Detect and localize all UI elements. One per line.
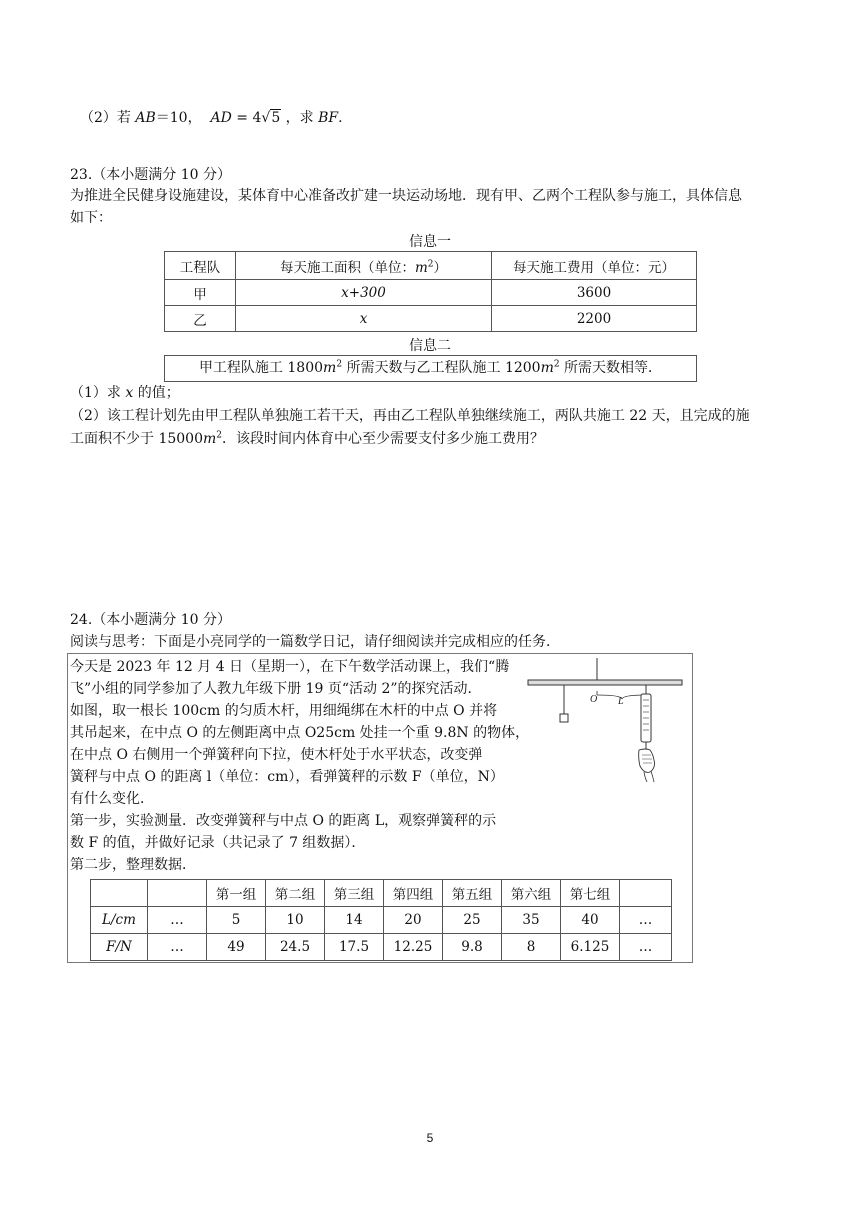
info2-unit: m	[323, 360, 337, 376]
team-cell: 甲	[165, 280, 236, 306]
header-area-close: ）	[433, 259, 448, 276]
table-row	[165, 306, 697, 332]
diary-line: 有什么变化．	[70, 791, 154, 807]
data-cell: 10	[266, 907, 325, 934]
diary-line: 飞”小组的同学参加了人教九年级下册 19 页“活动 2”的探究活动．	[70, 681, 482, 697]
part2-unit: m	[203, 431, 217, 447]
part2-exp: 2	[216, 430, 223, 441]
group-cell: 第六组	[502, 880, 561, 907]
table-row	[165, 280, 697, 306]
q22-part2	[80, 108, 343, 128]
data-cell: 14	[325, 907, 384, 934]
row-label-l: L/cm	[91, 907, 148, 934]
q23-part2-line2	[70, 429, 544, 449]
q24-header: 24.（本小题满分 10 分）	[70, 612, 231, 628]
data-cell: 8	[502, 934, 561, 961]
q22-eq: = 4	[231, 110, 262, 126]
header-area-text: 每天施工面积（单位：	[279, 259, 415, 276]
diary-line: 如图，取一根长 100cm 的匀质木杆，用细绳绑在木杆的中点 O 并将	[70, 703, 498, 719]
table-row	[91, 907, 672, 934]
part2-text-b: ．该段时间内体育中心至少需要支付多少施工费用？	[222, 431, 545, 447]
lever-figure	[526, 658, 690, 783]
header-area-unit: m	[414, 259, 428, 276]
q23-intro-line1: 为推进全民健身设施建设，某体育中心准备改扩建一块运动场地．现有甲、乙两个工程队参与施工，具体信息	[70, 188, 742, 204]
data-cell: …	[148, 907, 207, 934]
info2-exp-2: 2	[553, 359, 560, 370]
label-l: L	[618, 696, 624, 707]
data-cell: …	[620, 907, 672, 934]
info1-header-cost: 每天施工费用（单位：元）	[492, 252, 697, 280]
info2-box	[164, 355, 697, 382]
info1-title: 信息一	[409, 234, 451, 250]
data-cell: 5	[207, 907, 266, 934]
group-cell: 第二组	[266, 880, 325, 907]
data-cell: 9.8	[443, 934, 502, 961]
info1-header-team: 工程队	[165, 252, 236, 280]
diary-line: 今天是 2023 年 12 月 4 日（星期一），在下午数学活动课上，我们“腾	[70, 659, 510, 675]
group-cell	[620, 880, 672, 907]
info2-exp: 2	[336, 359, 343, 370]
diary-line: 簧秤与中点 O 的距离 l（单位：cm），看弹簧秤的示数 F（单位，N）	[70, 769, 504, 785]
row-label-f: F/N	[91, 934, 148, 961]
group-cell: 第一组	[207, 880, 266, 907]
table-row	[91, 934, 672, 961]
page-number: 5	[426, 1131, 434, 1145]
data-cell: 12.25	[384, 934, 443, 961]
q23-header: 23.（本小题满分 10 分）	[70, 167, 231, 183]
diary-line: 其吊起来，在中点 O 的左侧距离中点 O25cm 处挂一个重 9.8N 的物体，	[70, 725, 530, 741]
info1-header-area	[236, 252, 492, 280]
sqrt-symbol: √5	[261, 110, 281, 126]
data-cell: 17.5	[325, 934, 384, 961]
data-cell: 24.5	[266, 934, 325, 961]
data-cell: 40	[561, 907, 620, 934]
info2-text-c: 所需天数相等．	[559, 360, 663, 376]
q22-end: .	[338, 110, 343, 126]
q22-eq10: ＝10，	[155, 110, 202, 126]
q22-ab: AB	[135, 110, 156, 126]
group-cell: 第四组	[384, 880, 443, 907]
q22-text: （2）若	[80, 110, 136, 126]
cost-cell: 2200	[492, 306, 697, 332]
q22-bf: BF	[318, 110, 339, 126]
table-row	[91, 880, 672, 907]
cost-cell: 3600	[492, 280, 697, 306]
data-cell: 6.125	[561, 934, 620, 961]
info2-text-a: 甲工程队施工 1800	[198, 360, 324, 376]
area-cell: x	[236, 306, 492, 332]
group-cell	[91, 880, 148, 907]
lever-data-table	[90, 879, 672, 961]
info1-header-row	[165, 252, 697, 280]
diary-line: 第一步，实验测量．改变弹簧秤与中点 O 的距离 L，观察弹簧秤的示	[70, 813, 497, 829]
info2-text-b: 所需天数与乙工程队施工 1200	[342, 360, 541, 376]
part1-text-b: 的值；	[133, 385, 180, 401]
part2-text-a: 工面积不少于 15000	[70, 431, 203, 447]
diary-line: 在中点 O 右侧用一个弹簧秤向下拉，使木杆处于水平状态，改变弹	[70, 747, 483, 763]
data-cell: 35	[502, 907, 561, 934]
part1-text-a: （1）求	[70, 385, 126, 401]
q23-intro-line2: 如下：	[70, 210, 112, 226]
data-cell: …	[620, 934, 672, 961]
data-cell: 25	[443, 907, 502, 934]
data-cell: 20	[384, 907, 443, 934]
info1-table	[164, 251, 697, 332]
diary-line: 第二步，整理数据．	[70, 857, 196, 873]
q22-tail: ，求	[281, 110, 319, 126]
q22-radicand: 5	[271, 110, 281, 126]
data-cell: 49	[207, 934, 266, 961]
diary-box	[67, 653, 693, 963]
q23-part2-line1: （2）该工程计划先由甲工程队单独施工若干天，再由乙工程队单独继续施工，两队共施工 22 天，且完成的施	[70, 408, 750, 424]
info2-title: 信息二	[409, 338, 451, 354]
group-cell	[148, 880, 207, 907]
group-cell: 第五组	[443, 880, 502, 907]
data-cell: …	[148, 934, 207, 961]
q23-part1	[70, 383, 180, 403]
diary-line: 数 F 的值，并做好记录（共记录了 7 组数据）．	[70, 835, 366, 851]
team-cell: 乙	[165, 306, 236, 332]
q24-intro: 阅读与思考：下面是小亮同学的一篇数学日记，请仔细阅读并完成相应的任务．	[70, 634, 560, 650]
label-o: O	[590, 694, 598, 705]
part1-x: x	[125, 385, 134, 401]
group-cell: 第七组	[561, 880, 620, 907]
info2-unit-2: m	[540, 360, 554, 376]
group-cell: 第三组	[325, 880, 384, 907]
header-area-exp: 2	[427, 259, 434, 269]
area-cell: x+300	[236, 280, 492, 306]
q22-ad: AD	[210, 110, 232, 126]
